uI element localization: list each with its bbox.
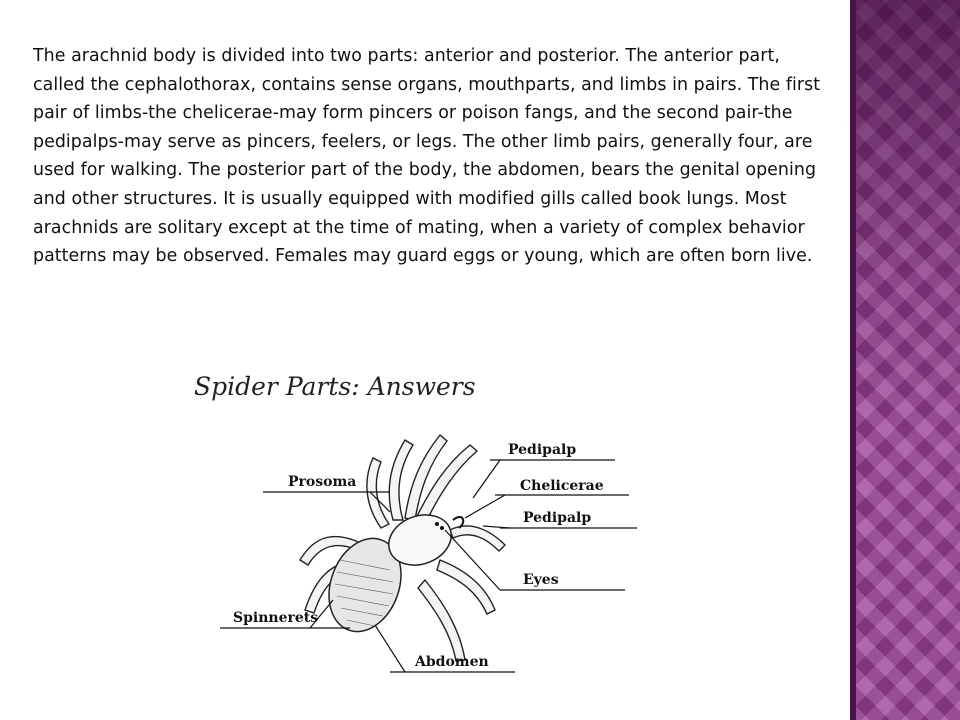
label-prosoma: Prosoma [288,474,357,490]
label-eyes: Eyes [523,572,559,588]
stripe-edge [850,0,856,720]
eye-dot [440,526,444,530]
figure-title: Spider Parts: Answers [194,372,476,401]
spider-diagram [215,420,655,680]
label-pedipalp-top: Pedipalp [508,442,577,458]
label-abdomen: Abdomen [415,654,489,670]
label-chelicerae: Chelicerae [520,478,604,494]
leg-right-back [418,580,465,661]
leg-right-mid [437,560,495,614]
body-paragraph: The arachnid body is divided into two parts: anterior and posterior. The anterior part, called the cephalothorax, contains sense organs, mouthparts, and limbs in pairs. The first pair of limbs-the chelicerae-may form pincers or poison fangs, and the second pair-the pedipalps-may serve as pincers, feelers, or legs. The other limb pairs, generally four, are used for walking. The posterior part of the body, the abdomen, bears the genital opening and other structures. It is usually equipped with modified gills called book lungs. Most arachnids are solitary except at the time of mating, when a variety of complex behavior patterns may be observed. Females may guard eggs or young, which are often born live. [33,46,821,267]
leg-chelicera [450,526,505,551]
eye-dot [435,522,439,526]
decorative-purple-stripe [850,0,960,720]
label-pedipalp-mid: Pedipalp [523,510,592,526]
label-spinnerets: Spinnerets [233,610,319,626]
